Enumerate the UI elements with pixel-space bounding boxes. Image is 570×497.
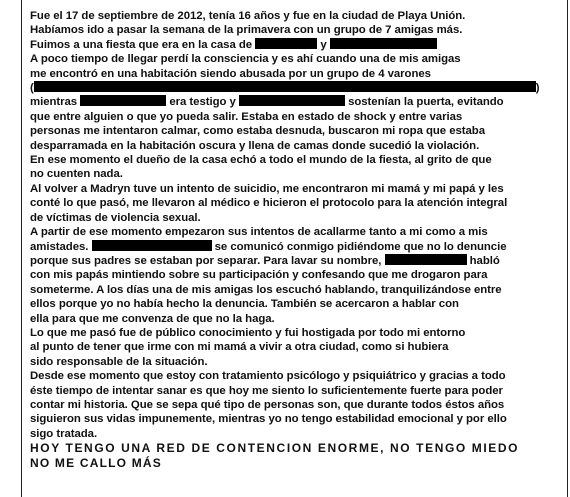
text-line: Al volver a Madryn tuve un intento de suicidio, me encontraron mi mamá y mi papá y les bbox=[30, 182, 504, 195]
redaction-bar bbox=[239, 95, 345, 106]
text-line: A partir de ese momento empezaron sus intentos de acallarme tanto a mi como a mis bbox=[30, 226, 488, 239]
text-segment: se comunicó conmigo pidiéndome que no lo denuncie bbox=[214, 240, 507, 253]
text-line bbox=[30, 254, 550, 268]
redaction-bar bbox=[92, 240, 212, 251]
text-line: con mis papás mintiendo sobre su participación y confesando que me drogaron para bbox=[30, 269, 488, 282]
redaction-bar bbox=[330, 38, 437, 49]
text-line bbox=[30, 38, 550, 52]
text-line: someterme. A los días una de mis amigas los escuchó hablando, tranquilizándose entre bbox=[30, 283, 502, 296]
closing-statement: HOY TENGO UNA RED DE CONTENCION ENORME, NO TENGO MIEDO bbox=[30, 441, 520, 456]
text-line: sido responsable de la situación. bbox=[30, 355, 208, 368]
text-line: Desde ese momento que estoy con tratamiento psicólogo y psiquiátrico y gracias a todo bbox=[30, 370, 506, 383]
text-line: personas me intentaron calmar, como estaba desnuda, buscaron mi ropa que estaba bbox=[30, 125, 485, 138]
text-line bbox=[30, 95, 550, 109]
text-line: conté lo que pasó, me llevaron al médico e hicieron el protocolo para la atención integral bbox=[30, 197, 508, 210]
text-segment: ( bbox=[30, 82, 34, 95]
text-segment: sostenían la puerta, evitando bbox=[348, 96, 504, 109]
text-line: ellos porque yo no había hecho la denuncia. También se acercaron a hablar con bbox=[30, 298, 459, 311]
text-line: Lo que me pasó fue de público conocimiento y fui hostigada por todo mi entorno bbox=[30, 326, 466, 339]
text-segment: y bbox=[320, 38, 327, 51]
text-line: Habíamos ido a pasar la semana de la primavera con un grupo de 7 amigas más. bbox=[30, 24, 463, 37]
text-line: desparramada en la habitación oscura y llena de camas donde sucedió la violación. bbox=[30, 139, 480, 152]
text-line: no cuenten nada. bbox=[30, 168, 123, 181]
text-line: sigo tratada. bbox=[30, 427, 98, 440]
text-segment: Fuimos a una fiesta que era en la casa de bbox=[30, 38, 253, 51]
text-line: contar mi historia. Que se sepa qué tipo de personas son, que durante todos éstos años bbox=[30, 398, 505, 411]
redaction-bar bbox=[385, 254, 467, 265]
text-line: me encontró en una habitación siendo abusada por un grupo de 4 varones bbox=[30, 67, 431, 80]
text-segment: mientras bbox=[30, 96, 78, 109]
redaction-bar bbox=[34, 81, 536, 92]
text-line: ella para que me convenza de que no la haga. bbox=[30, 312, 275, 325]
text-line: al punto de tener que irme con mi mamá a vivir a otra ciudad, como si hubiera bbox=[30, 341, 449, 354]
text-line: En ese momento el dueño de la casa echó a todo el mundo de la fiesta, al grito de que bbox=[30, 154, 492, 167]
text-line bbox=[30, 240, 550, 254]
text-line: de víctimas de violencia sexual. bbox=[30, 211, 201, 224]
text-line: que entre alguien o que yo pueda salir. Estaba en estado de shock y entre varias bbox=[30, 110, 463, 123]
redaction-bar bbox=[255, 38, 317, 49]
text-line bbox=[30, 81, 550, 95]
text-line: siguieron sus vidas impunemente, mientras yo no tengo estabilidad emocional y por ello bbox=[30, 413, 507, 426]
text-segment: ) bbox=[535, 82, 540, 95]
closing-statement: NO ME CALLO MÁS bbox=[30, 455, 162, 470]
text-line: éste tiempo de intentar sanar es que hoy me siento lo suficientemente fuerte para poder bbox=[30, 384, 503, 397]
text-segment: amistades. bbox=[30, 240, 89, 253]
text-segment: habló bbox=[469, 254, 500, 267]
text-line: Fue el 17 de septiembre de 2012, tenía 16 años y fue en la ciudad de Playa Unión. bbox=[30, 10, 466, 22]
text-line: A poco tiempo de llegar perdí la consciencia y es ahí cuando una de mis amigas bbox=[30, 53, 461, 66]
redaction-bar bbox=[80, 95, 166, 106]
text-segment: porque sus padres se estaban por separar. Para lavar su nombre, bbox=[30, 254, 382, 267]
text-segment: era testigo y bbox=[169, 96, 236, 109]
testimony-text bbox=[30, 9, 550, 470]
